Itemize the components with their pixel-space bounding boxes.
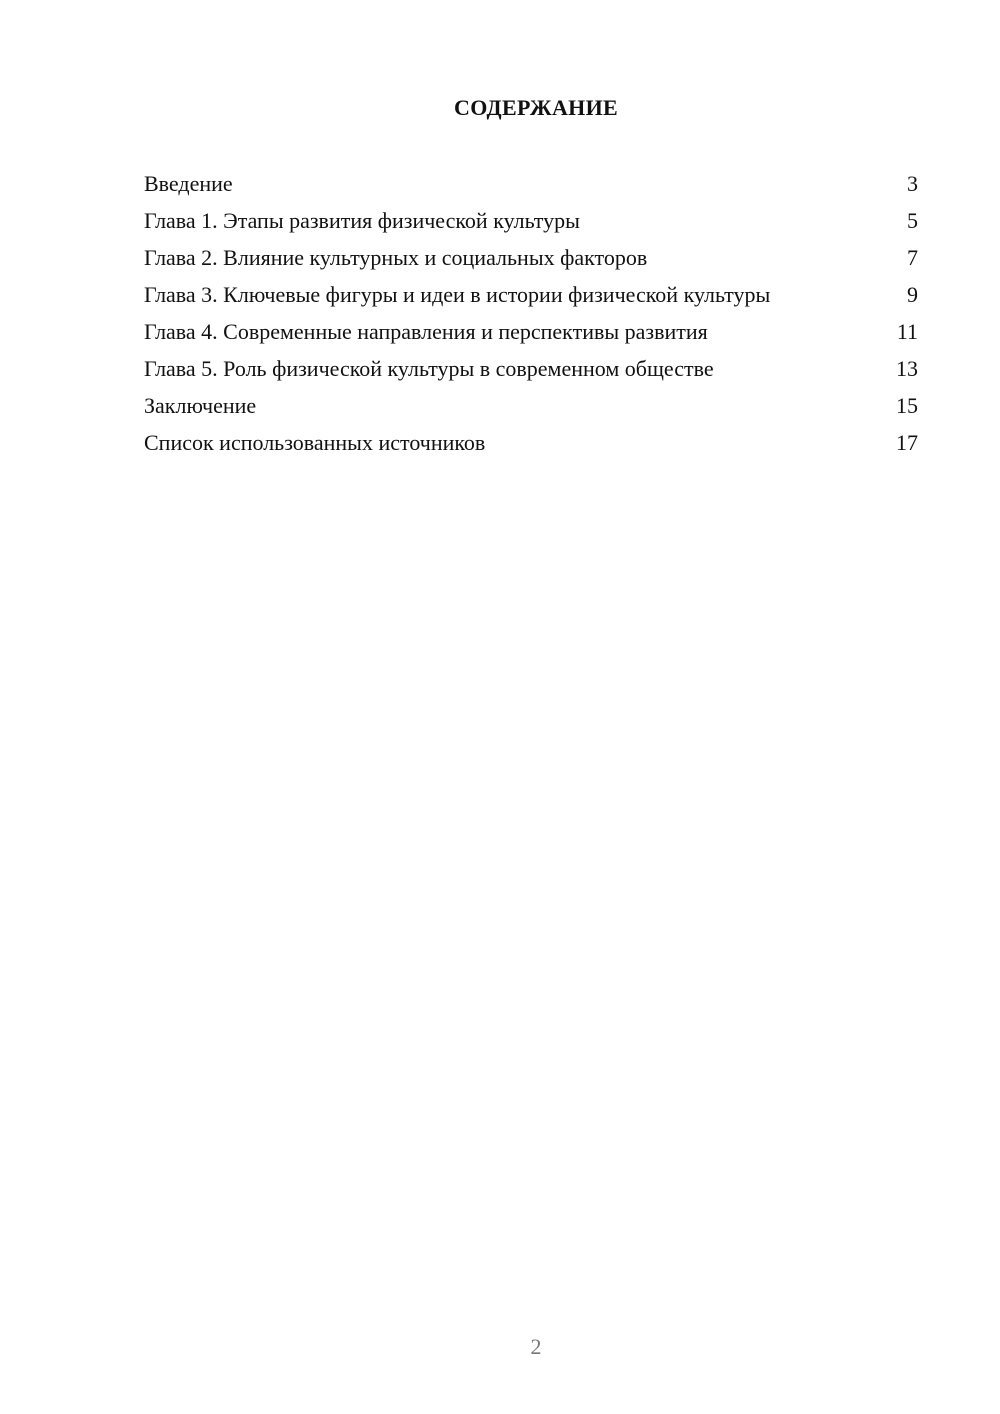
toc-entry (144, 393, 918, 430)
toc-entry (144, 245, 918, 282)
toc-entry-page: 7 (907, 245, 918, 270)
toc-entry-label: Глава 1. Этапы развития физической культуры (144, 208, 580, 233)
toc-entry-label: Глава 2. Влияние культурных и социальных факторов (144, 245, 648, 270)
toc-entry-label: Глава 3. Ключевые фигуры и идеи в истории физической культуры (144, 282, 771, 307)
toc-title: СОДЕРЖАНИЕ (454, 95, 618, 120)
page-number: 2 (530, 1334, 542, 1359)
toc-entry-label: Глава 5. Роль физической культуры в современном обществе (144, 356, 714, 381)
toc-entry (144, 208, 918, 245)
toc-entry-page: 5 (907, 208, 918, 233)
toc-entry (144, 430, 918, 467)
toc-entry-page: 3 (907, 171, 918, 196)
toc-entry-page: 15 (896, 393, 918, 418)
toc-entry-page: 13 (896, 356, 918, 381)
toc-entry (144, 171, 918, 208)
toc-entry (144, 282, 918, 319)
toc-entry (144, 319, 918, 356)
toc-entry (144, 356, 918, 393)
toc-entry-page: 11 (896, 319, 918, 344)
toc-entry-label: Список использованных источников (144, 430, 486, 455)
toc-entry-label: Глава 4. Современные направления и перспективы развития (144, 319, 708, 344)
toc-entry-page: 9 (907, 282, 918, 307)
table-of-contents (144, 171, 918, 467)
toc-entry-label: Заключение (144, 393, 257, 418)
toc-entry-page: 17 (896, 430, 918, 455)
toc-entry-label: Введение (144, 171, 233, 196)
